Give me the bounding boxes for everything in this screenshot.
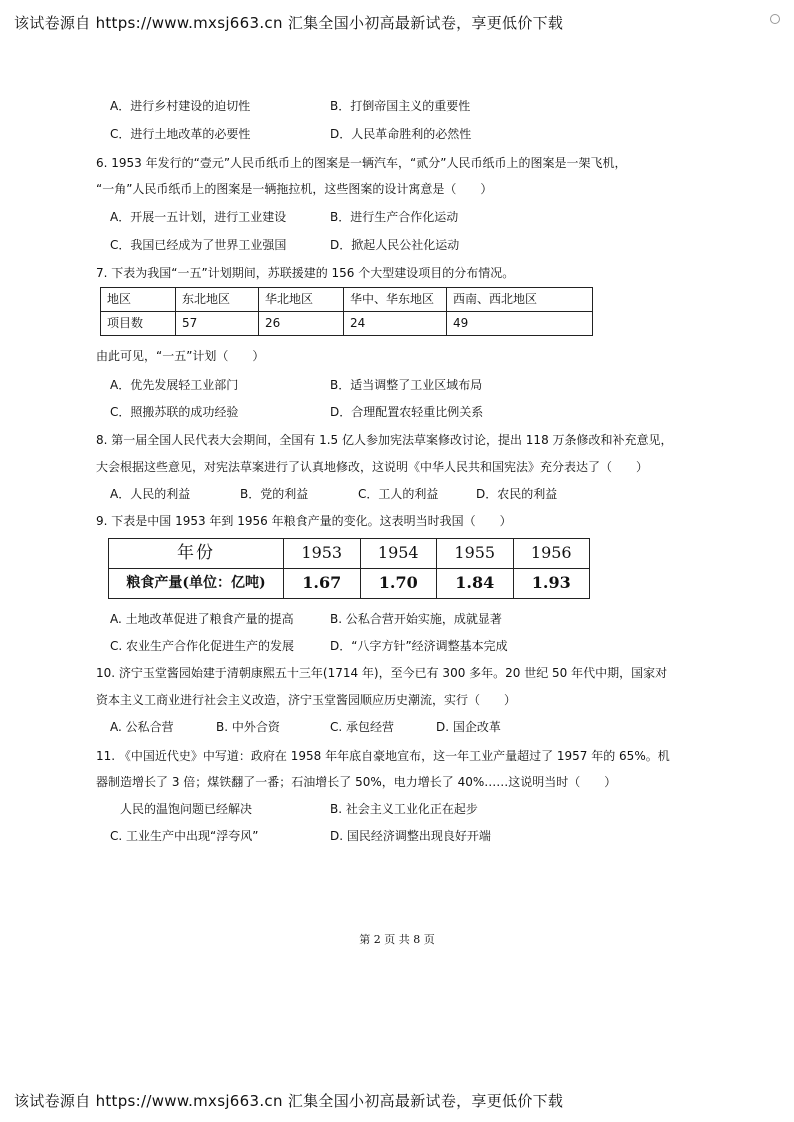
table-cell: 1.67 [284, 569, 361, 599]
q9-option-a: A. 土地改革促进了粮食产量的提高 [110, 612, 294, 626]
q11-option-b: B. 社会主义工业化正在起步 [330, 802, 478, 816]
q7-table [100, 287, 593, 336]
table-cell: 粮食产量(单位：亿吨) [109, 569, 284, 599]
table-cell: 1.93 [513, 569, 590, 599]
table-cell: 1954 [360, 539, 437, 569]
q11-option-a: 人民的温饱问题已经解决 [120, 802, 253, 816]
q11-stem-line1: 11. 《中国近代史》中写道：政府在 1958 年年底自豪地宣布，这一年工业产量超过了 1957 年的 65%。机 [96, 749, 670, 763]
q6-option-a: A．开展一五计划，进行工业建设 [110, 210, 287, 224]
q11-option-d: D. 国民经济调整出现良好开端 [330, 829, 491, 843]
table-cell: 华中、华东地区 [344, 288, 447, 312]
source-banner-bottom: 该试卷源自 https://www.mxsj663.cn 汇集全国小初高最新试卷，享更低价下载 [14, 1092, 564, 1110]
q5-option-c: C．进行土地改革的必要性 [110, 127, 251, 141]
q11-option-c: C. 工业生产中出现“浮夸风” [110, 829, 259, 843]
q11-stem-line2: 器制造增长了 3 倍；煤铁翻了一番；石油增长了 50%，电力增长了 40%……这说明当时（ ） [96, 775, 617, 789]
table-cell: 项目数 [101, 312, 176, 336]
q5-option-d: D．人民革命胜利的必然性 [330, 127, 472, 141]
q7-option-a: A．优先发展轻工业部门 [110, 378, 239, 392]
q6-stem-line2: “一角”人民币纸币上的图案是一辆拖拉机，这些图案的设计寓意是（ ） [96, 182, 493, 196]
q8-option-b: B．党的利益 [240, 487, 309, 501]
q7-option-b: B．适当调整了工业区域布局 [330, 378, 483, 392]
q9-option-d: D．“八字方针”经济调整基本完成 [330, 639, 508, 653]
q6-option-d: D．掀起人民公社化运动 [330, 238, 460, 252]
q7-option-d: D．合理配置农轻重比例关系 [330, 405, 484, 419]
page-number: 第 2 页 共 8 页 [359, 933, 435, 946]
q10-option-d: D. 国企改革 [436, 720, 501, 734]
table-cell: 1956 [513, 539, 590, 569]
q10-stem-line1: 10. 济宁玉堂酱园始建于清朝康熙五十三年(1714 年)，至今已有 300 多年。20 世纪 50 年代中期，国家对 [96, 666, 668, 680]
table-cell: 年份 [109, 539, 284, 569]
q8-option-d: D．农民的利益 [476, 487, 558, 501]
table-cell: 华北地区 [259, 288, 344, 312]
q7-stem: 7. 下表为我国“一五”计划期间，苏联援建的 156 个大型建设项目的分布情况。 [96, 266, 515, 280]
q7-option-c: C．照搬苏联的成功经验 [110, 405, 239, 419]
q9-table [108, 538, 590, 599]
q10-option-c: C. 承包经营 [330, 720, 395, 734]
q6-option-c: C．我国已经成为了世界工业强国 [110, 238, 287, 252]
table-cell: 57 [176, 312, 259, 336]
corner-mark [770, 14, 780, 24]
table-cell: 西南、西北地区 [447, 288, 593, 312]
q10-option-a: A. 公私合营 [110, 720, 174, 734]
q8-option-a: A．人民的利益 [110, 487, 191, 501]
q9-stem: 9. 下表是中国 1953 年到 1956 年粮食产量的变化。这表明当时我国（ ） [96, 514, 512, 528]
table-cell: 1953 [284, 539, 361, 569]
table-cell: 地区 [101, 288, 176, 312]
table-cell: 1955 [437, 539, 514, 569]
q8-option-c: C．工人的利益 [358, 487, 439, 501]
q9-option-b: B. 公私合营开始实施，成就显著 [330, 612, 502, 626]
q10-stem-line2: 资本主义工商业进行社会主义改造，济宁玉堂酱园顺应历史潮流，实行（ ） [96, 693, 517, 707]
q5-option-a: A．进行乡村建设的迫切性 [110, 99, 251, 113]
table-cell: 26 [259, 312, 344, 336]
q6-stem-line1: 6. 1953 年发行的“壹元”人民币纸币上的图案是一辆汽车，“贰分”人民币纸币上的图案是一架飞机， [96, 156, 627, 170]
q9-option-c: C. 农业生产合作化促进生产的发展 [110, 639, 295, 653]
table-row [109, 569, 590, 599]
table-cell: 49 [447, 312, 593, 336]
q10-option-b: B. 中外合资 [216, 720, 280, 734]
table-cell: 东北地区 [176, 288, 259, 312]
table-row [101, 312, 593, 336]
q7-after: 由此可见，“一五”计划（ ） [96, 349, 265, 363]
table-row [109, 539, 590, 569]
table-row [101, 288, 593, 312]
q5-option-b: B．打倒帝国主义的重要性 [330, 99, 471, 113]
source-banner-top: 该试卷源自 https://www.mxsj663.cn 汇集全国小初高最新试卷，享更低价下载 [14, 14, 564, 32]
table-cell: 24 [344, 312, 447, 336]
q6-option-b: B．进行生产合作化运动 [330, 210, 459, 224]
q8-stem-line2: 大会根据这些意见，对宪法草案进行了认真地修改，这说明《中华人民共和国宪法》充分表达了（ ） [96, 460, 649, 474]
table-cell: 1.70 [360, 569, 437, 599]
table-cell: 1.84 [437, 569, 514, 599]
q8-stem-line1: 8. 第一届全国人民代表大会期间，全国有 1.5 亿人参加宪法草案修改讨论，提出 118 万条修改和补充意见， [96, 433, 673, 447]
